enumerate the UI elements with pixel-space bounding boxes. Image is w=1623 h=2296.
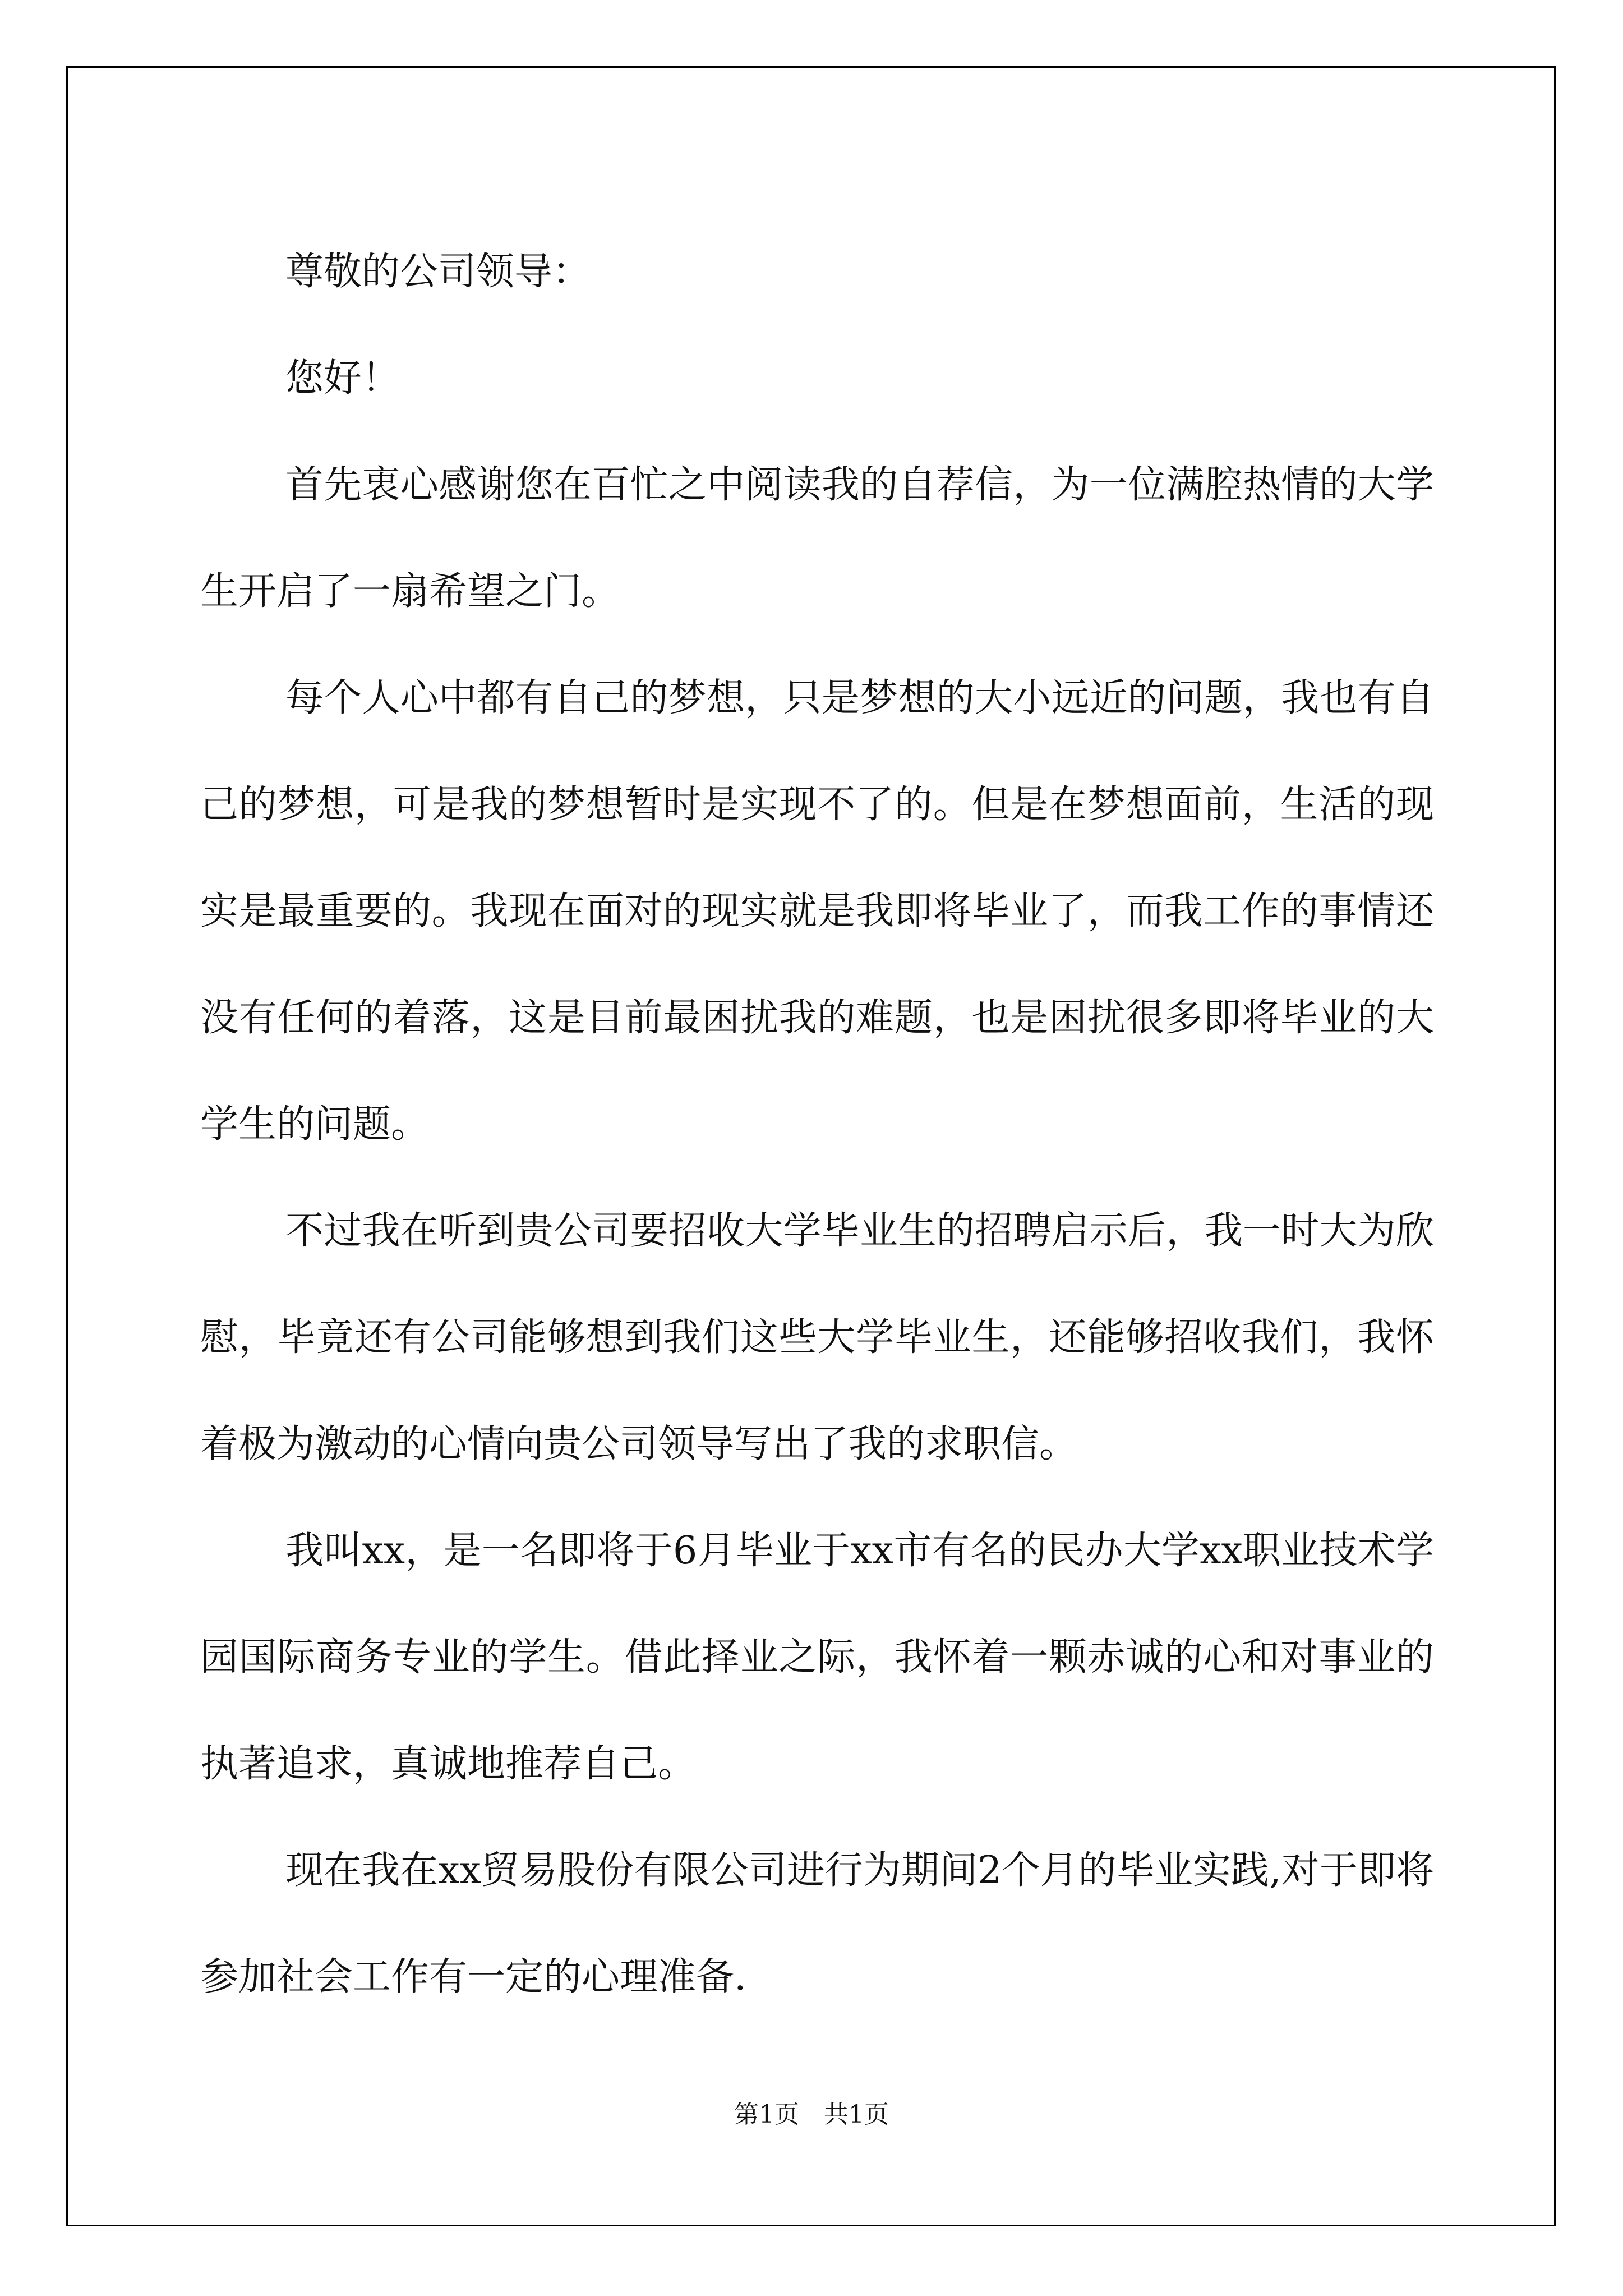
paragraph-recruitment: 不过我在听到贵公司要招收大学毕业生的招聘启示后，我一时大为欣慰，毕竟还有公司能够想到我们这些大学毕业生，还能够招收我们，我怀着极为激动的心情向贵公司领导写出了我的求职信。 [200, 1209, 1434, 1466]
paragraph-introduction: 我叫xx，是一名即将于6月毕业于xx市有名的民办大学xx职业技术学园国际商务专业的学生。借此择业之际，我怀着一颗赤诚的心和对事业的执著追求，真诚地推荐自己。 [200, 1529, 1434, 1786]
paragraph-thanks: 首先衷心感谢您在百忙之中阅读我的自荐信，为一位满腔热情的大学生开启了一扇希望之门。 [200, 463, 1434, 614]
page-footer [0, 2098, 1623, 2132]
paragraph-dreams: 每个人心中都有自己的梦想，只是梦想的大小远近的问题，我也有自己的梦想，可是我的梦想暂时是实现不了的。但是在梦想面前，生活的现实是最重要的。我现在面对的现实就是我即将毕业了，而我工作的事情还没有任何的着落，这是目前最困扰我的难题，也是困扰很多即将毕业的大学生的问题。 [200, 676, 1434, 1147]
letter-body [200, 219, 1434, 2031]
salutation: 尊敬的公司领导： [285, 250, 591, 294]
greeting: 您好！ [285, 356, 400, 401]
page-number-total: 共1页 [824, 2100, 889, 2129]
paragraph-internship: 现在我在xx贸易股份有限公司进行为期间2个月的毕业实践,对于即将参加社会工作有一定的心理准备. [200, 1848, 1434, 1999]
page-number-current: 第1页 [734, 2100, 799, 2129]
